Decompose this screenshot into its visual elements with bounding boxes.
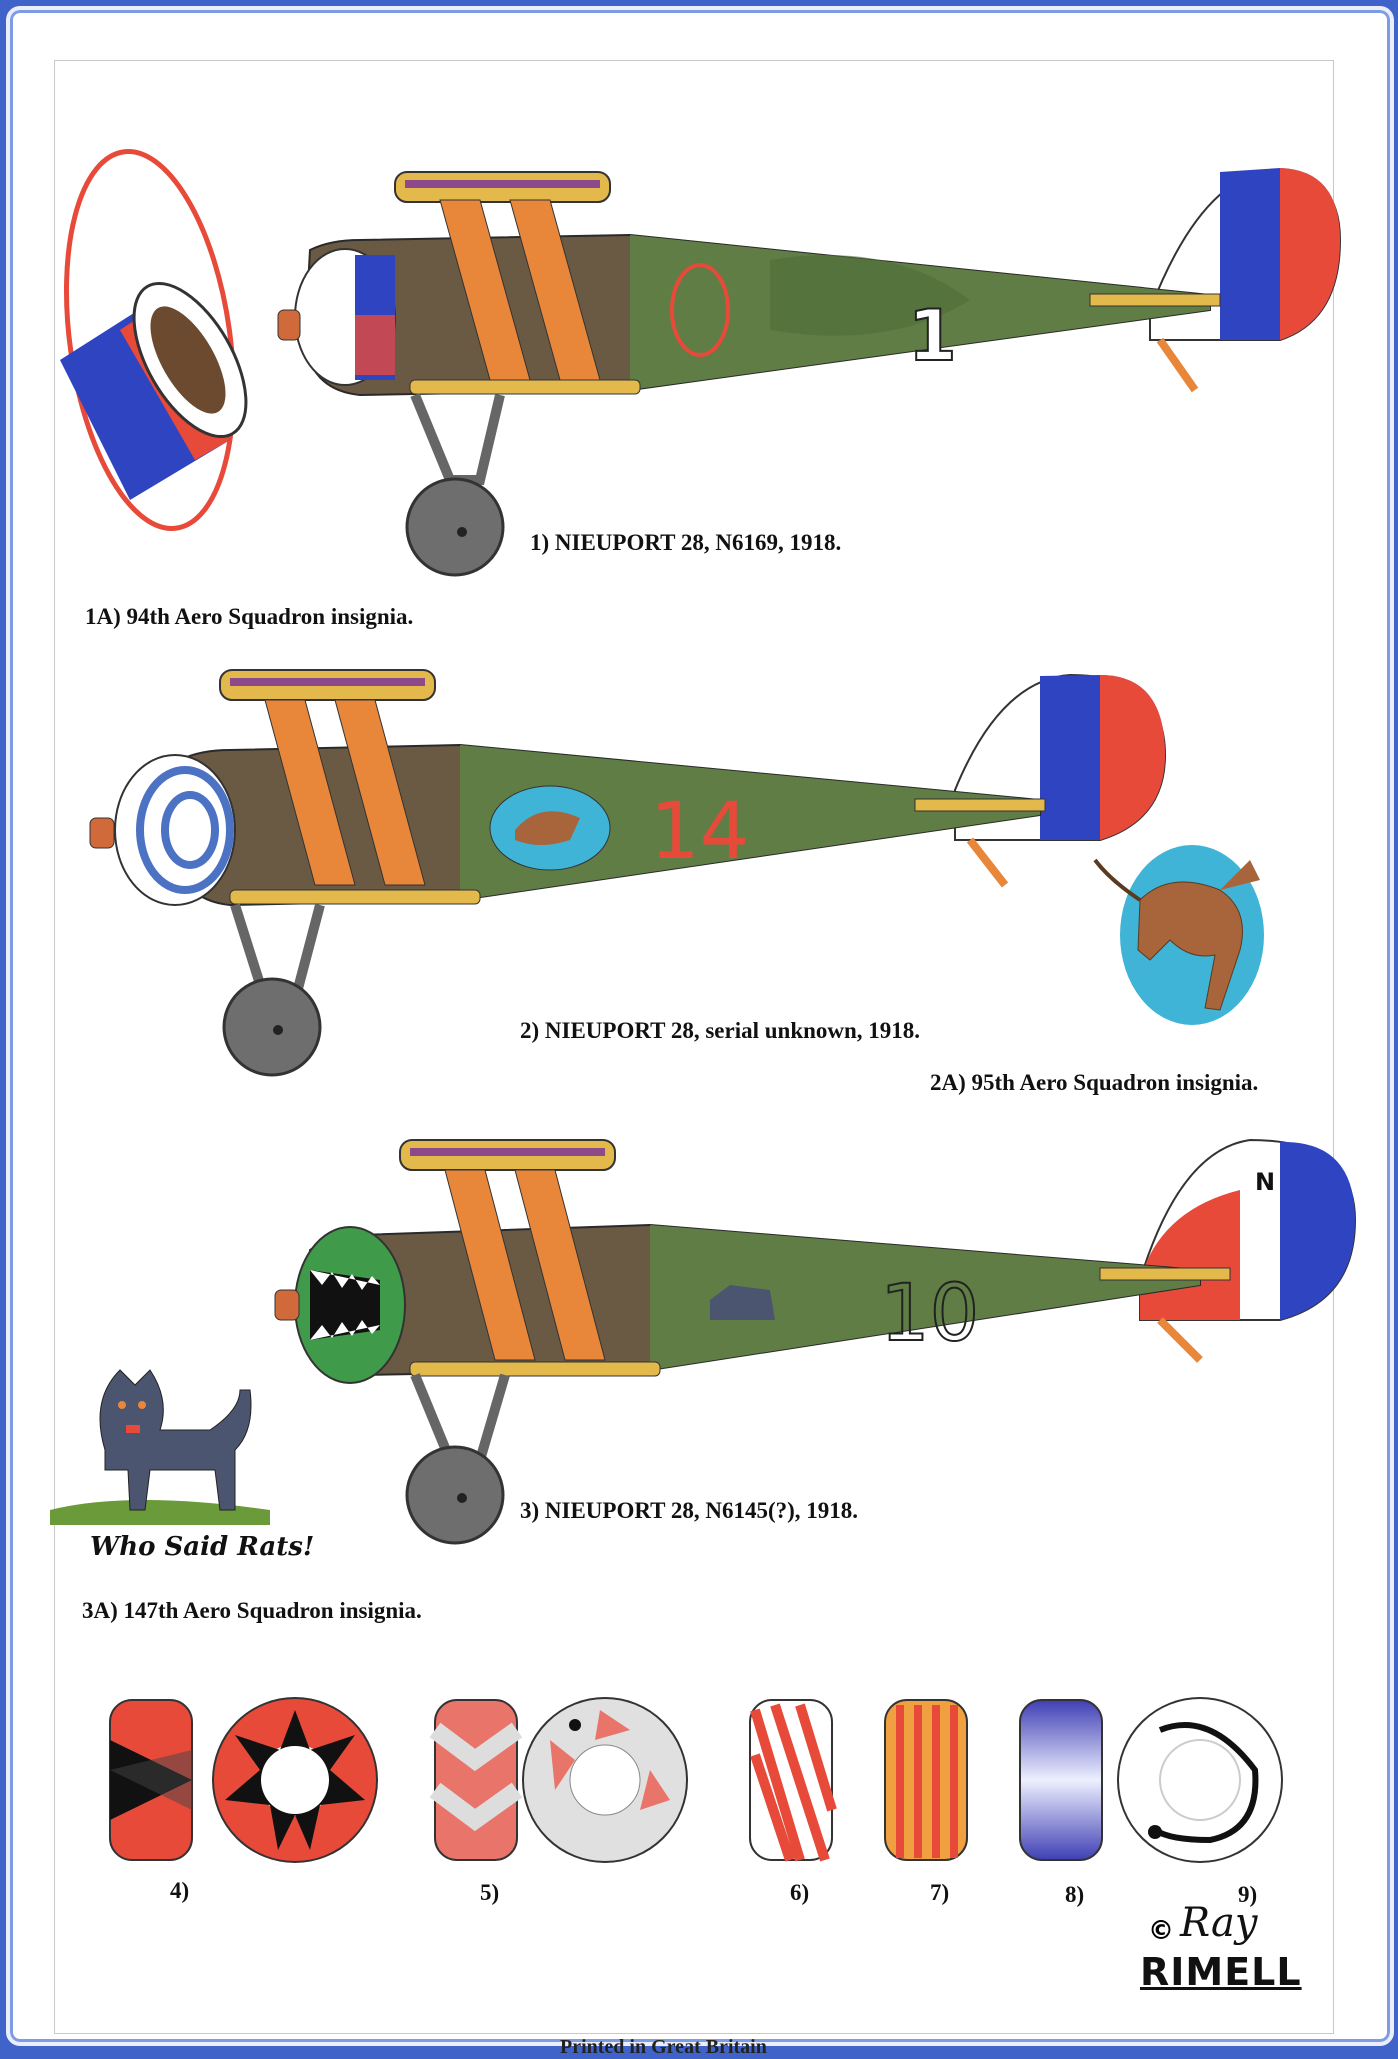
aircraft-3-number: 10 (880, 1269, 980, 1359)
caption-insignia-2a: 2A) 95th Aero Squadron insignia. (930, 1070, 1259, 1095)
wheel-label-5: 5) (480, 1880, 500, 1905)
caption-aircraft-1: 1) NIEUPORT 28, N6169, 1918. (530, 530, 842, 555)
wheel-7-side (885, 1700, 967, 1860)
95th-kicking-mule-insignia (1095, 845, 1264, 1025)
aircraft-2-number: 14 (650, 787, 750, 877)
caption-aircraft-2: 2) NIEUPORT 28, serial unknown, 1918. (520, 1018, 921, 1043)
artist-logo (1140, 1900, 1340, 2020)
aircraft-3-rudder-letter: N (1255, 1168, 1276, 1196)
caption-aircraft-3: 3) NIEUPORT 28, N6145(?), 1918. (520, 1498, 859, 1523)
artist-name: RIMELL (1140, 1950, 1302, 1994)
dog-caption: Who Said Rats! (90, 1532, 315, 1562)
artist-signature: Ray (1180, 1900, 1258, 1946)
wheel-label-6: 6) (790, 1880, 810, 1905)
wheel-9-face (1118, 1698, 1282, 1862)
wheel-label-4: 4) (170, 1878, 190, 1903)
aircraft-3-illustration (275, 1140, 1355, 1543)
wheel-5-side (435, 1700, 517, 1860)
aircraft-1-illustration (278, 168, 1340, 575)
aircraft-2-illustration (90, 670, 1165, 1075)
copyright-symbol: © (1148, 1916, 1174, 1946)
aircraft-1-number: 1 (908, 295, 957, 377)
147th-scottie-dog-insignia (50, 1370, 270, 1525)
wheel-4-side (110, 1700, 192, 1860)
caption-insignia-3a: 3A) 147th Aero Squadron insignia. (82, 1598, 422, 1623)
wheel-label-9: 9) (1238, 1882, 1258, 1907)
wheel-5-face (523, 1698, 687, 1862)
footer-text: Printed in Great Britain (560, 2036, 767, 2058)
wheel-8-side (1020, 1700, 1102, 1860)
94th-hat-in-ring-insignia (44, 141, 269, 540)
wheel-4-face (213, 1698, 377, 1862)
wheel-label-8: 8) (1065, 1882, 1085, 1907)
wheel-6-side (750, 1700, 832, 1860)
caption-insignia-1a: 1A) 94th Aero Squadron insignia. (85, 604, 414, 629)
page-frame (6, 6, 1394, 2058)
wheel-label-7: 7) (930, 1880, 950, 1905)
